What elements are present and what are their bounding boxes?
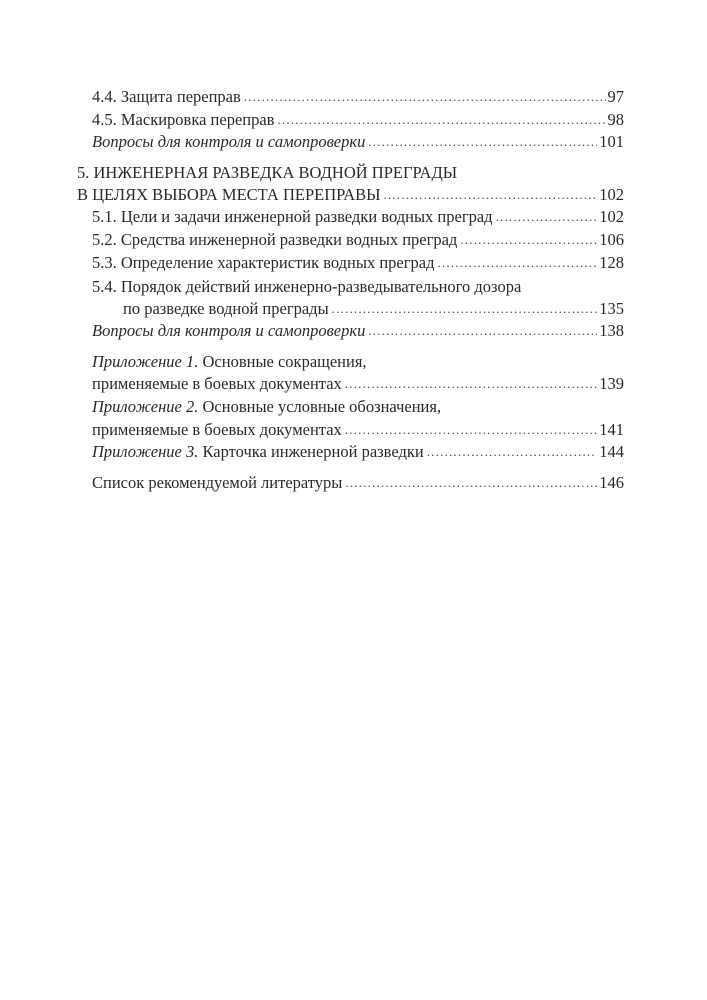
toc-entry-5-2 [92, 229, 624, 251]
toc-title: Вопросы для контроля и самопроверки [92, 132, 366, 151]
toc-entry-questions-4 [92, 131, 624, 153]
toc-appendix-3 [92, 441, 624, 463]
toc-appendix-2 [92, 419, 624, 441]
leader-dots [332, 298, 598, 320]
toc-appendix-1 [92, 373, 624, 395]
toc-page: 138 [599, 321, 624, 340]
toc-title [92, 396, 444, 418]
toc-title: 4.5. Маскировка переправ [92, 110, 275, 129]
toc-entry-4-4 [92, 86, 624, 108]
toc-page: 98 [607, 110, 624, 129]
toc-title: 5.3. Определение характеристик водных преград [92, 253, 435, 272]
appendix-label: Приложение 3. [92, 442, 199, 461]
toc-literature [92, 472, 624, 494]
toc-page: 102 [599, 185, 624, 204]
toc-page: 106 [599, 230, 624, 249]
leader-dots [438, 252, 598, 274]
toc-page: 102 [599, 207, 624, 226]
toc-title: 4.4. Защита переправ [92, 87, 241, 106]
toc-entry-5-4 [123, 298, 624, 320]
leader-dots [244, 86, 606, 108]
toc-chapter-5-line1 [77, 162, 460, 184]
toc-page: 135 [599, 299, 624, 318]
toc-page: 101 [599, 132, 624, 151]
toc-title: применяемые в боевых документах [92, 374, 342, 393]
toc-title: В ЦЕЛЯХ ВЫБОРА МЕСТА ПЕРЕПРАВЫ [77, 185, 381, 204]
toc-chapter-5 [77, 184, 624, 206]
toc-page: 141 [599, 420, 624, 439]
toc-page: 144 [599, 442, 624, 461]
leader-dots [345, 419, 597, 441]
toc-title: Список рекомендуемой литературы [92, 473, 343, 492]
toc-entry-4-5 [92, 109, 624, 131]
toc-title: 5.4. Порядок действий инженерно-разведывательного дозора [92, 277, 522, 296]
toc-entry-questions-5 [92, 320, 624, 342]
leader-dots [345, 472, 597, 494]
leader-dots [277, 109, 605, 131]
appendix-title: Карточка инженерной разведки [198, 442, 424, 461]
toc-entry-5-3 [92, 252, 624, 274]
leader-dots [496, 206, 598, 228]
toc-appendix-1-line1 [92, 351, 370, 373]
toc-title: по разведке водной преграды [123, 299, 329, 318]
appendix-title: Основные условные обозначения, [198, 397, 442, 416]
leader-dots [345, 373, 597, 395]
appendix-label: Приложение 1. [92, 352, 199, 371]
toc-title: 5. ИНЖЕНЕРНАЯ РАЗВЕДКА ВОДНОЙ ПРЕГРАДЫ [77, 163, 458, 182]
leader-dots [368, 320, 597, 342]
toc-page: 97 [607, 87, 624, 106]
toc-entry-5-4-line1 [92, 276, 524, 298]
leader-dots [460, 229, 597, 251]
toc-title: 5.2. Средства инженерной разведки водных преград [92, 230, 458, 249]
toc-title: применяемые в боевых документах [92, 420, 342, 439]
toc-entry-5-1 [92, 206, 624, 228]
toc-appendix-2-line1 [92, 396, 444, 418]
toc-title [92, 441, 427, 463]
toc-page: 139 [599, 374, 624, 393]
toc-title: 5.1. Цели и задачи инженерной разведки водных преград [92, 207, 493, 226]
appendix-title: Основные сокращения, [198, 352, 367, 371]
toc-title: Вопросы для контроля и самопроверки [92, 321, 366, 340]
leader-dots [427, 441, 598, 463]
leader-dots [384, 184, 598, 206]
toc-title [92, 351, 370, 373]
appendix-label: Приложение 2. [92, 397, 199, 416]
toc-page: 146 [599, 473, 624, 492]
leader-dots [368, 131, 597, 153]
toc-page: 128 [599, 253, 624, 272]
